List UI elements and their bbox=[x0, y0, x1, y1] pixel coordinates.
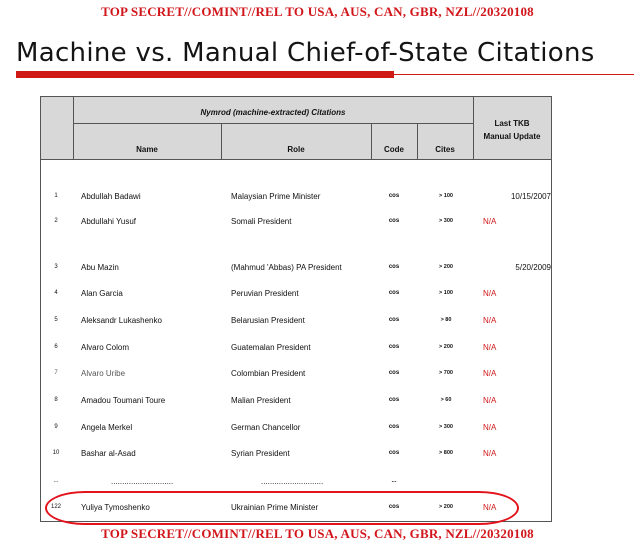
row-cites: > 60 bbox=[440, 397, 452, 403]
row-last-update: N/A bbox=[483, 217, 497, 226]
title-underline bbox=[16, 71, 634, 81]
row-number: 122 bbox=[50, 504, 61, 510]
table-row bbox=[41, 396, 553, 410]
row-code: cos bbox=[388, 397, 400, 403]
classification-banner-top: TOP SECRET//COMINT//REL TO USA, AUS, CAN, GBR, NZL//20320108 bbox=[101, 4, 534, 19]
table-row bbox=[41, 369, 553, 383]
row-number: ... bbox=[53, 478, 59, 484]
row-code: cos bbox=[388, 264, 400, 270]
row-last-update: N/A bbox=[483, 503, 497, 512]
row-code: cos bbox=[388, 450, 400, 456]
row-last-update: 5/20/2009 bbox=[515, 263, 551, 272]
table-row bbox=[41, 192, 553, 206]
row-number: 7 bbox=[54, 370, 58, 376]
row-name: Alvaro Uribe bbox=[81, 369, 126, 378]
table-row bbox=[41, 423, 553, 437]
row-last-update: N/A bbox=[483, 449, 497, 458]
row-cites: > 200 bbox=[439, 264, 453, 270]
update-column-header bbox=[473, 117, 551, 143]
row-number: 6 bbox=[54, 344, 58, 350]
row-code: cos bbox=[388, 218, 400, 224]
row-cites: > 700 bbox=[439, 370, 453, 376]
row-code: cos bbox=[388, 370, 400, 376]
row-cites: > 800 bbox=[439, 450, 453, 456]
row-role: Ukrainian Prime Minister bbox=[231, 503, 319, 512]
row-role: Guatemalan President bbox=[231, 343, 311, 352]
row-last-update: N/A bbox=[483, 289, 497, 298]
code-column-header: Code bbox=[384, 145, 404, 154]
row-cites: > 200 bbox=[439, 344, 453, 350]
row-last-update: N/A bbox=[483, 369, 497, 378]
citations-table bbox=[40, 96, 552, 522]
table-row bbox=[41, 449, 553, 463]
row-last-update: 10/15/2007 bbox=[510, 192, 551, 201]
row-number: 1 bbox=[54, 193, 58, 199]
row-cites: > 200 bbox=[439, 504, 453, 510]
row-last-update: N/A bbox=[483, 316, 497, 325]
row-name: Abdullah Badawi bbox=[81, 192, 141, 201]
update-header-line1: Last TKB bbox=[494, 119, 530, 128]
row-number: 9 bbox=[54, 424, 58, 430]
row-role: Peruvian President bbox=[231, 289, 299, 298]
row-cites: > 100 bbox=[439, 290, 453, 296]
row-number: 4 bbox=[54, 290, 58, 296]
row-number: 3 bbox=[54, 264, 58, 270]
row-last-update: N/A bbox=[483, 396, 497, 405]
row-cites: > 100 bbox=[439, 193, 453, 199]
name-column-header: Name bbox=[136, 145, 158, 154]
row-name: Yuliya Tymoshenko bbox=[81, 503, 150, 512]
row-code: cos bbox=[388, 344, 400, 350]
row-number: 5 bbox=[54, 317, 58, 323]
row-name: Bashar al-Asad bbox=[81, 449, 136, 458]
row-role: Belarusian President bbox=[231, 316, 305, 325]
classification-banner-bottom: TOP SECRET//COMINT//REL TO USA, AUS, CAN, GBR, NZL//20320108 bbox=[101, 526, 534, 541]
row-number: 8 bbox=[54, 397, 58, 403]
row-cites: > 300 bbox=[439, 218, 453, 224]
table-row bbox=[41, 289, 553, 303]
row-role: Somali President bbox=[231, 217, 292, 226]
row-name: Alvaro Colom bbox=[81, 343, 130, 352]
row-role: Colombian President bbox=[231, 369, 306, 378]
role-column-header: Role bbox=[287, 145, 305, 154]
row-last-update: N/A bbox=[483, 423, 497, 432]
slide-title: Machine vs. Manual Chief-of-State Citations bbox=[16, 38, 595, 68]
highlight-oval bbox=[45, 491, 519, 525]
row-cites: > 300 bbox=[439, 424, 453, 430]
row-role: Syrian President bbox=[231, 449, 290, 458]
row-number: 10 bbox=[52, 450, 60, 456]
row-name: ............................ bbox=[111, 477, 174, 486]
table-row bbox=[41, 316, 553, 330]
row-role: German Chancellor bbox=[231, 423, 301, 432]
update-header-line2: Manual Update bbox=[483, 132, 541, 141]
row-last-update: N/A bbox=[483, 343, 497, 352]
table-row bbox=[41, 263, 553, 277]
row-code: cos bbox=[388, 290, 400, 296]
row-code: cos bbox=[388, 193, 400, 199]
row-role: ............................ bbox=[261, 477, 324, 486]
ellipsis-row bbox=[41, 477, 553, 491]
row-code: cos bbox=[388, 317, 400, 323]
row-code: cos bbox=[388, 504, 400, 510]
row-role: Malian President bbox=[231, 396, 291, 405]
row-code: cos bbox=[388, 424, 400, 430]
row-code: ... bbox=[391, 478, 397, 484]
row-cites: > 80 bbox=[440, 317, 452, 323]
row-number: 2 bbox=[54, 218, 58, 224]
row-name: Amadou Toumani Toure bbox=[81, 396, 166, 405]
row-role: (Mahmud 'Abbas) PA President bbox=[231, 263, 342, 272]
row-name: Abdullahi Yusuf bbox=[81, 217, 137, 226]
nymrod-group-header: Nymrod (machine-extracted) Citations bbox=[200, 108, 346, 117]
row-name: Angela Merkel bbox=[81, 423, 133, 432]
table-row bbox=[41, 217, 553, 231]
cites-column-header: Cites bbox=[435, 145, 455, 154]
row-name: Alan Garcia bbox=[81, 289, 123, 298]
row-name: Abu Mazin bbox=[81, 263, 119, 272]
row-role: Malaysian Prime Minister bbox=[231, 192, 321, 201]
row-name: Aleksandr Lukashenko bbox=[81, 316, 162, 325]
table-row bbox=[41, 343, 553, 357]
